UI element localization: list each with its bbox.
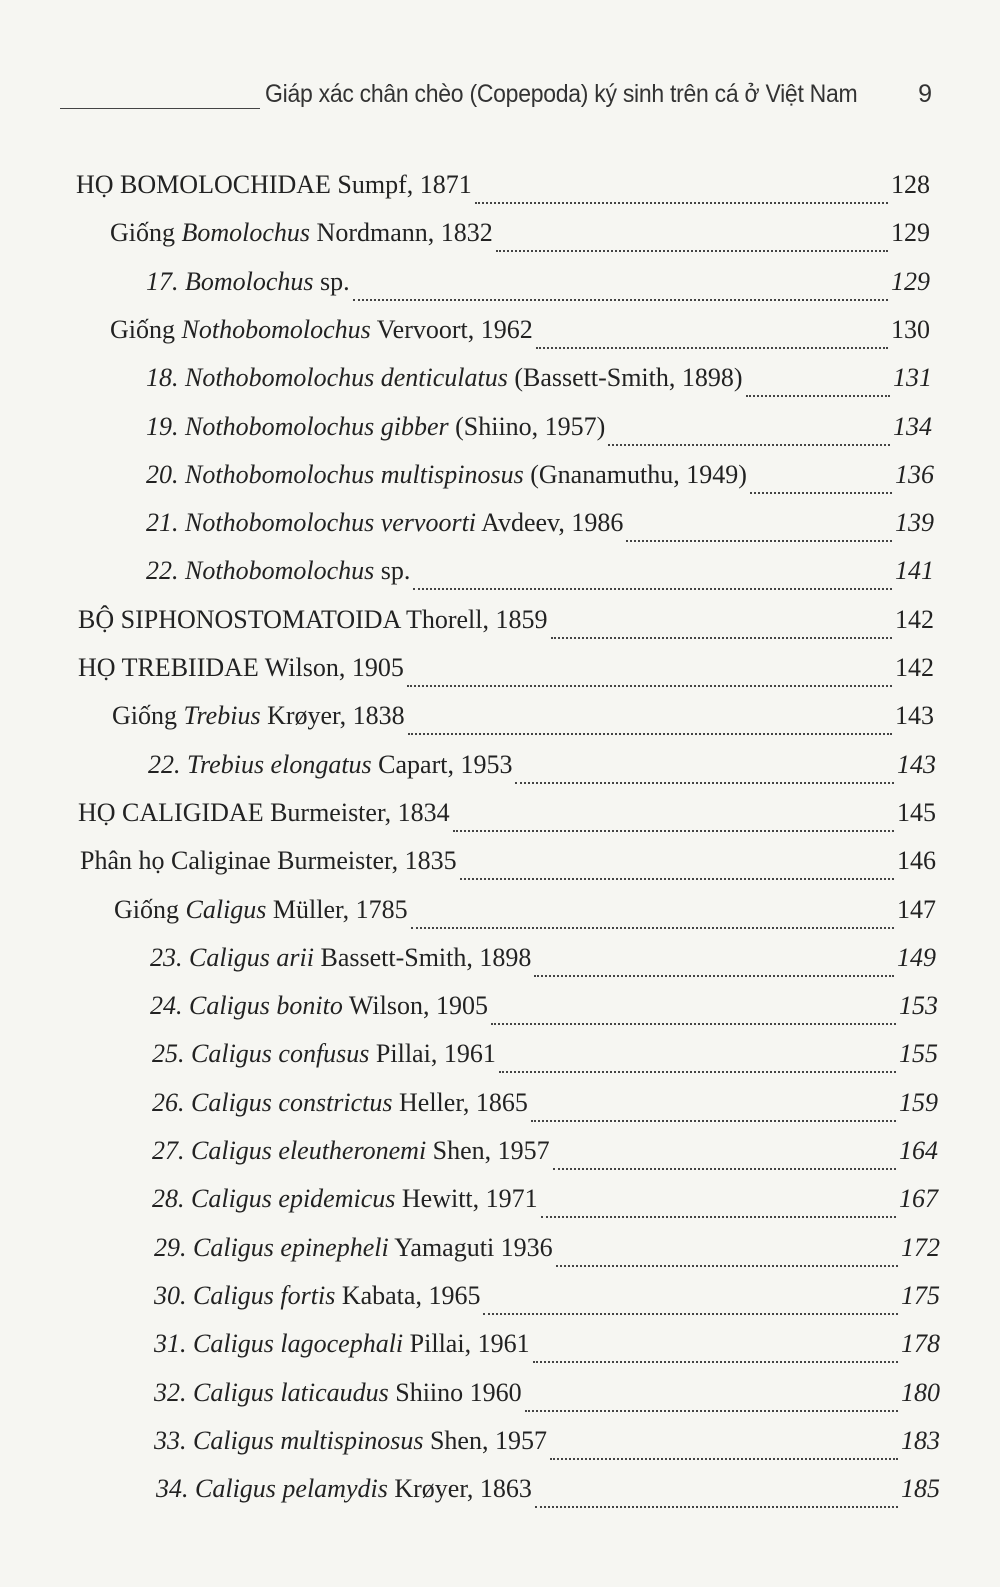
- dot-leader: [475, 202, 888, 204]
- dot-leader: [550, 1458, 898, 1460]
- toc-entry-page: 167: [899, 1184, 938, 1213]
- running-header: [60, 78, 940, 114]
- toc-entry-label: [110, 218, 493, 248]
- toc-entry[interactable]: [148, 750, 936, 790]
- toc-entry[interactable]: [78, 798, 936, 838]
- toc-entry-authority: Shen, 1957: [426, 1136, 550, 1165]
- toc-entry[interactable]: [154, 1426, 940, 1466]
- toc-entry-authority: Yamaguti 1936: [388, 1233, 553, 1262]
- toc-entry-label: [150, 991, 488, 1021]
- toc-entry-prefix: Giống: [112, 701, 184, 730]
- toc-entry-authority: sp.: [374, 556, 411, 585]
- toc-entry[interactable]: [154, 1329, 940, 1369]
- toc-entry-authority: (Gnanamuthu, 1949): [523, 460, 747, 489]
- toc-entry-taxon: Nothobomolochus vervoorti: [185, 508, 477, 537]
- dot-leader: [750, 492, 892, 494]
- toc-entry-page: 129: [891, 267, 930, 296]
- toc-entry-authority: Kabata, 1965: [335, 1281, 481, 1310]
- toc-entry[interactable]: [146, 363, 932, 403]
- dot-leader: [746, 395, 890, 397]
- toc-entry[interactable]: [114, 895, 936, 935]
- toc-entry-taxon: Caligus constrictus: [191, 1088, 393, 1117]
- toc-entry-label: [154, 1378, 522, 1408]
- toc-entry-taxon: Bomolochus: [185, 267, 314, 296]
- toc-entry[interactable]: [152, 1039, 938, 1079]
- toc-entry-page: 128: [891, 170, 930, 199]
- toc-entry-label: [110, 315, 533, 345]
- dot-leader: [541, 1216, 896, 1218]
- toc-entry-number: 33.: [154, 1426, 193, 1455]
- toc-entry-taxon: Caligus bonito: [189, 991, 343, 1020]
- toc-entry[interactable]: [110, 218, 930, 258]
- toc-entry-number: 26.: [152, 1088, 191, 1117]
- toc-entry-number: 27.: [152, 1136, 191, 1165]
- toc-entry-number: 23.: [150, 943, 189, 972]
- toc-entry-number: 30.: [154, 1281, 193, 1310]
- toc-entry[interactable]: [146, 460, 934, 500]
- toc-entry[interactable]: [156, 1474, 940, 1514]
- dot-leader: [525, 1410, 898, 1412]
- dot-leader: [535, 1506, 898, 1508]
- toc-entry-page: 130: [891, 315, 930, 344]
- toc-entry-prefix: HỌ TREBIIDAE Wilson, 1905: [78, 653, 404, 682]
- toc-entry-number: 19.: [146, 412, 185, 441]
- toc-entry-page: 159: [899, 1088, 938, 1117]
- toc-entry-number: 21.: [146, 508, 185, 537]
- toc-entry-page: 141: [895, 556, 934, 585]
- toc-entry-page: 185: [901, 1474, 940, 1503]
- toc-entry-authority: Shiino 1960: [388, 1378, 522, 1407]
- dot-leader: [534, 975, 894, 977]
- dot-leader: [531, 1120, 896, 1122]
- toc-entry-prefix: Giống: [110, 315, 182, 344]
- toc-entry-authority: Hewitt, 1971: [395, 1184, 538, 1213]
- toc-entry-taxon: Caligus eleutheronemi: [191, 1136, 427, 1165]
- toc-entry-prefix: BỘ SIPHONOSTOMATOIDA Thorell, 1859: [78, 605, 548, 634]
- toc-entry-label: [146, 412, 605, 442]
- toc-entry[interactable]: [80, 846, 936, 886]
- toc-entry-number: 24.: [150, 991, 189, 1020]
- toc-entry-taxon: Trebius elongatus: [187, 750, 372, 779]
- toc-entry[interactable]: [146, 412, 932, 452]
- toc-entry-page: 145: [897, 798, 936, 827]
- toc-entry-page: 164: [899, 1136, 938, 1165]
- toc-entry-label: [146, 508, 623, 538]
- toc-entry-page: 175: [901, 1281, 940, 1310]
- toc-entry-authority: Pillai, 1961: [369, 1039, 496, 1068]
- toc-entry-taxon: Caligus: [185, 895, 267, 924]
- dot-leader: [499, 1071, 896, 1073]
- toc-entry[interactable]: [112, 701, 934, 741]
- toc-entry[interactable]: [146, 508, 934, 548]
- toc-entry-authority: (Bassett-Smith, 1898): [507, 363, 743, 392]
- toc-entry-page: 172: [901, 1233, 940, 1262]
- toc-entry-label: [76, 170, 472, 200]
- toc-entry-authority: Vervoort, 1962: [370, 315, 533, 344]
- dot-leader: [551, 637, 893, 639]
- toc-entry[interactable]: [154, 1281, 940, 1321]
- toc-entry-taxon: Caligus confusus: [191, 1039, 370, 1068]
- dot-leader: [608, 444, 890, 446]
- toc-entry-page: 134: [893, 412, 932, 441]
- toc-entry-page: 180: [901, 1378, 940, 1407]
- toc-entry-taxon: Caligus epinepheli: [193, 1233, 389, 1262]
- toc-entry-number: 34.: [156, 1474, 195, 1503]
- toc-entry-taxon: Nothobomolochus gibber: [185, 412, 449, 441]
- toc-entry-authority: Wilson, 1905: [342, 991, 488, 1020]
- toc-entry[interactable]: [76, 170, 930, 210]
- toc-entry-taxon: Caligus pelamydis: [195, 1474, 388, 1503]
- toc-entry-taxon: Trebius: [183, 701, 261, 730]
- toc-entry-page: 153: [899, 991, 938, 1020]
- toc-entry-page: 143: [897, 750, 936, 779]
- toc-entry-authority: Nordmann, 1832: [310, 218, 493, 247]
- toc-entry-authority: Avdeev, 1986: [476, 508, 624, 537]
- toc-entry-number: 20.: [146, 460, 185, 489]
- toc-entry-taxon: Caligus arii: [189, 943, 314, 972]
- toc-entry-authority: Heller, 1865: [392, 1088, 528, 1117]
- dot-leader: [533, 1361, 898, 1363]
- toc-entry-page: 183: [901, 1426, 940, 1455]
- toc-entry-authority: Krøyer, 1838: [260, 701, 405, 730]
- toc-entry-taxon: Nothobomolochus: [185, 556, 375, 585]
- toc-entry-number: 29.: [154, 1233, 193, 1262]
- toc-entry-label: [150, 943, 531, 973]
- toc-entry-authority: Krøyer, 1863: [387, 1474, 532, 1503]
- dot-leader: [515, 782, 894, 784]
- toc-entry-number: 18.: [146, 363, 185, 392]
- toc-entry-page: 143: [895, 701, 934, 730]
- toc-entry-page: 142: [895, 605, 934, 634]
- dot-leader: [536, 347, 888, 349]
- toc-entry-label: [154, 1426, 547, 1456]
- toc-entry-taxon: Caligus laticaudus: [193, 1378, 389, 1407]
- toc-entry-page: 147: [897, 895, 936, 924]
- toc-entry-label: [114, 895, 408, 925]
- toc-entry[interactable]: [110, 315, 930, 355]
- toc-entry[interactable]: [154, 1378, 940, 1418]
- dot-leader: [483, 1313, 898, 1315]
- toc-entry[interactable]: [152, 1136, 938, 1176]
- toc-entry-taxon: Caligus fortis: [193, 1281, 336, 1310]
- toc-entry-prefix: HỌ CALIGIDAE Burmeister, 1834: [78, 798, 450, 827]
- toc-entry-label: [78, 653, 404, 683]
- toc-entry-label: [152, 1088, 528, 1118]
- toc-entry-number: 25.: [152, 1039, 191, 1068]
- toc-entry-label: [154, 1281, 480, 1311]
- toc-entry[interactable]: [150, 943, 936, 983]
- toc-entry[interactable]: [152, 1184, 938, 1224]
- toc-entry[interactable]: [146, 556, 934, 596]
- dot-leader: [626, 540, 892, 542]
- dot-leader: [353, 299, 888, 301]
- header-rule: [60, 108, 260, 109]
- toc-entry-authority: Shen, 1957: [423, 1426, 547, 1455]
- toc-entry-authority: Bassett-Smith, 1898: [313, 943, 532, 972]
- toc-entry-taxon: Nothobomolochus: [181, 315, 371, 344]
- toc-entry-label: [78, 798, 450, 828]
- toc-entry-page: 142: [895, 653, 934, 682]
- toc-entry-label: [152, 1136, 550, 1166]
- toc-entry-label: [156, 1474, 532, 1504]
- toc-entry-number: 28.: [152, 1184, 191, 1213]
- toc-entry-page: 146: [897, 846, 936, 875]
- toc-entry-prefix: HỌ BOMOLOCHIDAE Sumpf, 1871: [76, 170, 472, 199]
- toc-entry-authority: Müller, 1785: [266, 895, 408, 924]
- toc-entry-taxon: Caligus multispinosus: [193, 1426, 424, 1455]
- dot-leader: [496, 250, 888, 252]
- toc-entry[interactable]: [78, 605, 934, 645]
- dot-leader: [453, 830, 894, 832]
- toc-entry-prefix: Phân họ Caliginae Burmeister, 1835: [80, 846, 457, 875]
- toc-entry-page: 155: [899, 1039, 938, 1068]
- toc-entry-label: [146, 556, 410, 586]
- toc-entry[interactable]: [152, 1088, 938, 1128]
- toc-entry-label: [146, 460, 747, 490]
- toc-entry-page: 131: [893, 363, 932, 392]
- dot-leader: [556, 1265, 898, 1267]
- toc-entry-label: [78, 605, 548, 635]
- toc-entry-label: [146, 363, 743, 393]
- toc-entry-prefix: Giống: [110, 218, 182, 247]
- toc-entry-label: [154, 1233, 553, 1263]
- toc-entry-authority: sp.: [313, 267, 350, 296]
- toc-entry-prefix: Giống: [114, 895, 186, 924]
- dot-leader: [460, 878, 894, 880]
- toc-entry-label: [148, 750, 512, 780]
- toc-entry-taxon: Caligus epidemicus: [191, 1184, 396, 1213]
- toc-entry-label: [152, 1184, 538, 1214]
- dot-leader: [411, 927, 894, 929]
- toc-entry[interactable]: [150, 991, 938, 1031]
- toc-entry-taxon: Nothobomolochus multispinosus: [185, 460, 524, 489]
- dot-leader: [408, 733, 892, 735]
- toc-entry-taxon: Nothobomolochus denticulatus: [185, 363, 508, 392]
- toc-entry-number: 17.: [146, 267, 185, 296]
- toc-entry-label: [146, 267, 350, 297]
- toc-entry-number: 32.: [154, 1378, 193, 1407]
- toc-entry-authority: (Shiino, 1957): [448, 412, 606, 441]
- dot-leader: [413, 588, 892, 590]
- toc-entry-label: [152, 1039, 496, 1069]
- toc-entry-label: [80, 846, 457, 876]
- toc-entry[interactable]: [154, 1233, 940, 1273]
- toc-entry-number: 22.: [146, 556, 185, 585]
- dot-leader: [491, 1023, 896, 1025]
- page-number: 9: [918, 80, 932, 108]
- toc-entry-authority: Pillai, 1961: [403, 1329, 530, 1358]
- toc-entry-taxon: Caligus lagocephali: [193, 1329, 404, 1358]
- toc-entry-page: 149: [897, 943, 936, 972]
- toc-entry-taxon: Bomolochus: [181, 218, 311, 247]
- toc-entry[interactable]: [146, 267, 930, 307]
- toc-entry[interactable]: [78, 653, 934, 693]
- toc-entry-authority: Capart, 1953: [371, 750, 513, 779]
- toc-entry-number: 22.: [148, 750, 187, 779]
- toc-entry-page: 178: [901, 1329, 940, 1358]
- toc-entry-page: 139: [895, 508, 934, 537]
- dot-leader: [407, 685, 892, 687]
- toc-entry-label: [154, 1329, 530, 1359]
- toc-entry-number: 31.: [154, 1329, 193, 1358]
- toc-entry-label: [112, 701, 405, 731]
- toc-entry-page: 129: [891, 218, 930, 247]
- dot-leader: [553, 1168, 896, 1170]
- toc-entry-page: 136: [895, 460, 934, 489]
- header-title: Giáp xác chân chèo (Copepoda) ký sinh trên cá ở Việt Nam: [265, 80, 858, 108]
